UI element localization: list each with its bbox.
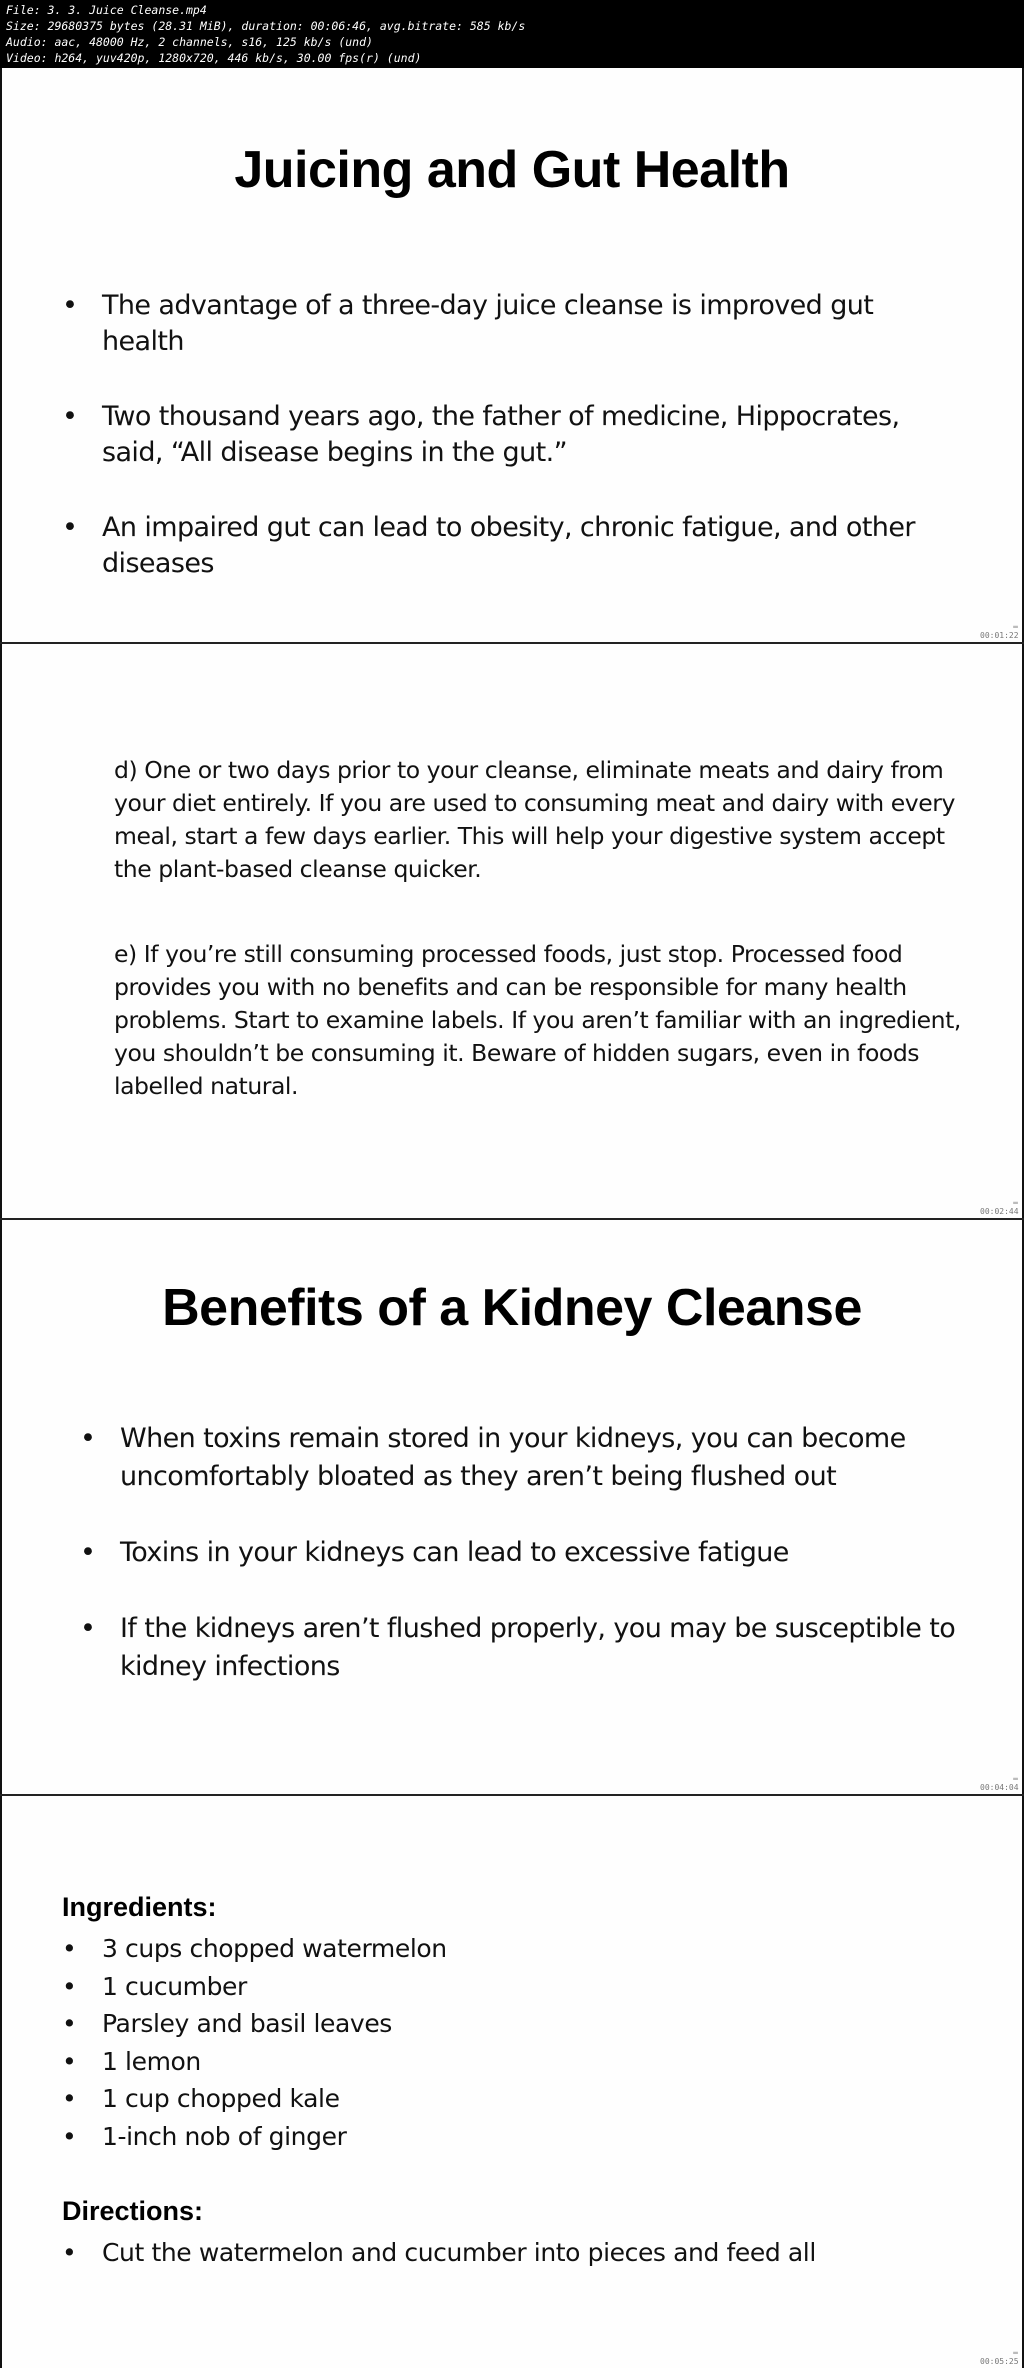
paragraph-d: d) One or two days prior to your cleanse, eliminate meats and dairy from your diet entirely. If you are used to consuming meat and dairy with every meal, start a few days earlier. This will help your digestive system accept the plant-based cleanse quicker. — [114, 756, 955, 883]
size-info: Size: 29680375 bytes (28.31 MiB), duration: 00:06:46, avg.bitrate: 585 kb/s — [6, 19, 526, 33]
ingredient-item: • 1 lemon — [62, 2043, 962, 2081]
watermark-icon: ▬ — [1013, 622, 1018, 631]
direction-item: • Cut the watermelon and cucumber into pieces and feed all — [62, 2234, 962, 2272]
directions-list — [62, 2234, 962, 2272]
frame-timestamp: ▬ 00:01:22 — [980, 622, 1019, 640]
bullet-item: • Toxins in your kidneys can lead to excessive fatigue — [80, 1534, 980, 1572]
watermark-icon: ▬ — [1013, 1198, 1018, 1207]
video-info: Video: h264, yuv420p, 1280x720, 446 kb/s, 30.00 fps(r) (und) — [6, 51, 422, 65]
bullet-item: • An impaired gut can lead to obesity, chronic fatigue, and other diseases — [62, 510, 962, 582]
paragraph-e: e) If you’re still consuming processed foods, just stop. Processed food provides you with no benefits and can be responsible for many health problems. Start to examine labels. If you aren’t familiar with an ingredient, you shouldn’t be consuming it. Beware of hidden sugars, even in foods labelled natural. — [114, 940, 961, 1100]
frame-timestamp: ▬ 00:02:44 — [980, 1198, 1019, 1216]
ingredients-heading: Ingredients: — [62, 1892, 217, 1922]
bullet-item: • If the kidneys aren’t flushed properly, you may be susceptible to kidney infections — [80, 1610, 980, 1686]
bullet-list — [80, 1420, 980, 1724]
video-info-header — [0, 0, 1024, 68]
ingredient-item: • 1-inch nob of ginger — [62, 2118, 962, 2156]
ingredient-item: • 1 cucumber — [62, 1968, 962, 2006]
frame-timestamp: ▬ 00:05:25 — [980, 2348, 1019, 2366]
watermark-icon: ▬ — [1013, 2348, 1018, 2357]
bullet-item: • The advantage of a three-day juice cleanse is improved gut health — [62, 288, 962, 360]
ingredient-item: • Parsley and basil leaves — [62, 2005, 962, 2043]
audio-info: Audio: aac, 48000 Hz, 2 channels, s16, 125 kb/s (und) — [6, 35, 373, 49]
slide-frame-preparation — [0, 644, 1024, 1218]
directions-heading: Directions: — [62, 2196, 204, 2226]
frame-timestamp: ▬ 00:04:04 — [980, 1774, 1019, 1792]
slide-title: Juicing and Gut Health — [234, 141, 790, 199]
ingredient-item: • 1 cup chopped kale — [62, 2080, 962, 2118]
watermark-icon: ▬ — [1013, 1774, 1018, 1783]
slide-frame-recipe — [0, 1796, 1024, 2368]
ingredient-item: • 3 cups chopped watermelon — [62, 1930, 962, 1968]
slide-frame-kidney-cleanse — [0, 1220, 1024, 1794]
slide-frame-gut-health — [0, 68, 1024, 642]
file-info: File: 3. 3. Juice Cleanse.mp4 — [6, 3, 207, 17]
bullet-list — [62, 288, 962, 621]
slide-title: Benefits of a Kidney Cleanse — [162, 1279, 862, 1337]
bullet-item: • When toxins remain stored in your kidneys, you can become uncomfortably bloated as they aren’t being flushed out — [80, 1420, 980, 1496]
bullet-item: • Two thousand years ago, the father of medicine, Hippocrates, said, “All disease begins in the gut.” — [62, 399, 962, 471]
ingredients-list — [62, 1930, 962, 2155]
